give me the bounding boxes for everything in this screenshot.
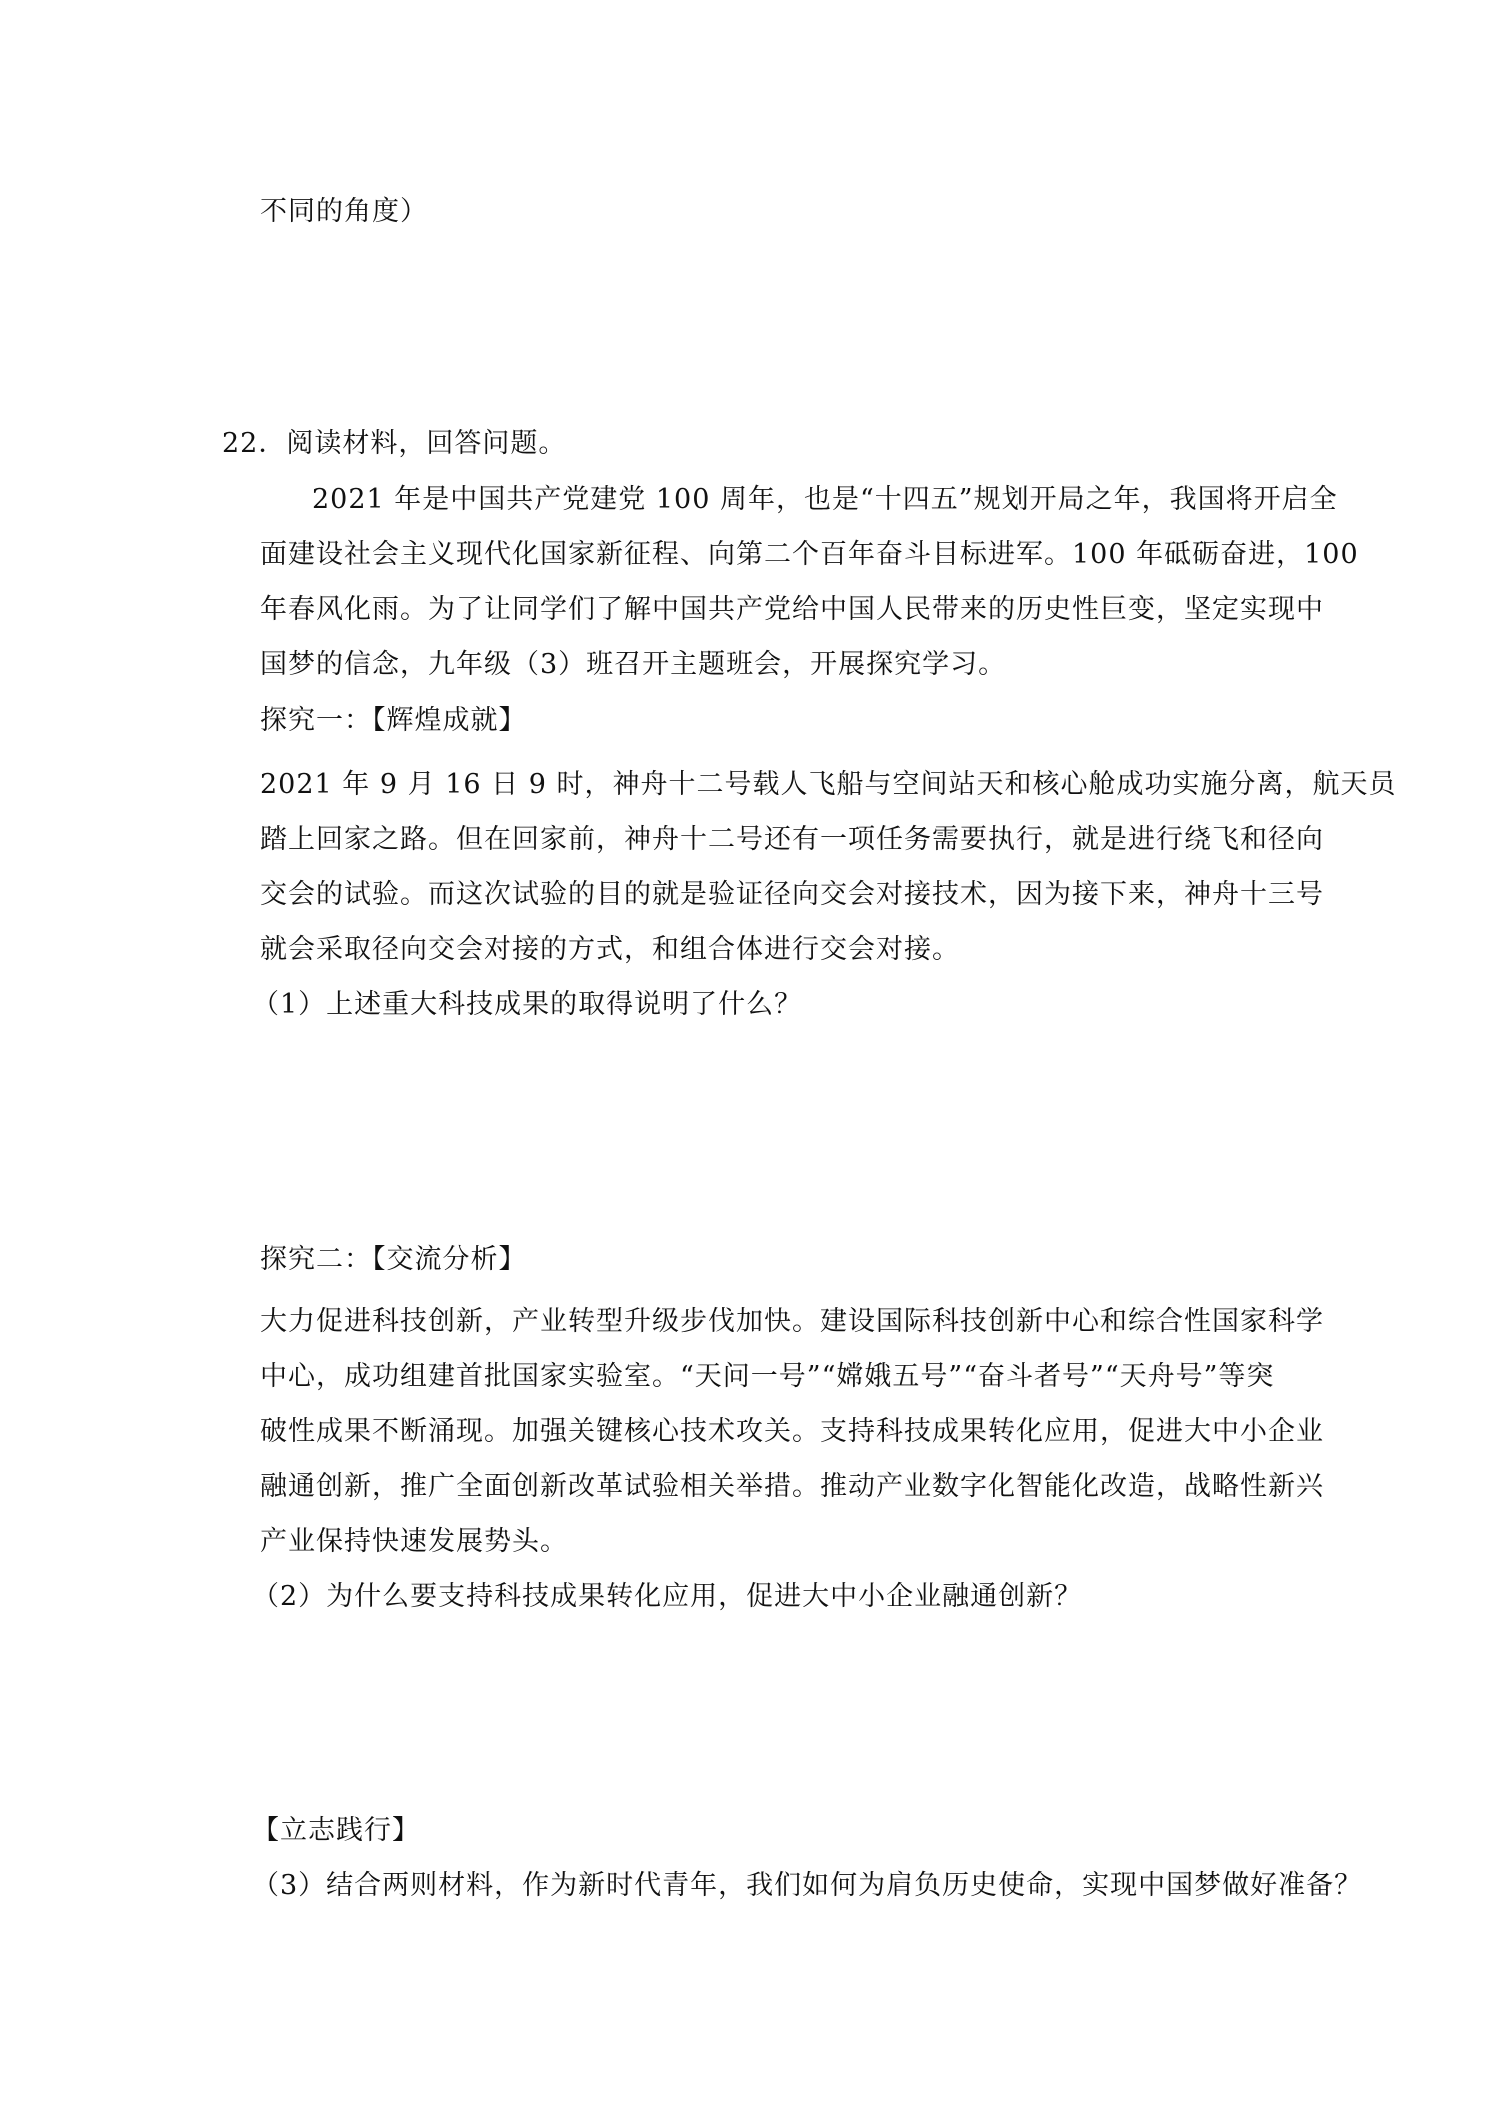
intro-line-2: 面建设社会主义现代化国家新征程、向第二个百年奋斗目标进军。100 年砥砺奋进，100	[260, 539, 1359, 570]
question-title: 22．阅读材料，回答问题。	[222, 428, 567, 459]
part2-material-line-2: 中心，成功组建首批国家实验室。“天问一号”“嫦娥五号”“奋斗者号”“天舟号”等突	[260, 1361, 1275, 1392]
part3-question: （3）结合两则材料，作为新时代青年，我们如何为肩负历史使命，实现中国梦做好准备？	[252, 1870, 1363, 1901]
intro-line-3: 年春风化雨。为了让同学们了解中国共产党给中国人民带来的历史性巨变，坚定实现中	[260, 594, 1324, 625]
previous-question-tail: 不同的角度）	[260, 196, 428, 227]
part1-heading: 探究一：【辉煌成就】	[260, 705, 527, 736]
intro-line-4: 国梦的信念，九年级（3）班召开主题班会，开展探究学习。	[260, 649, 1007, 680]
part1-material-line-4: 就会采取径向交会对接的方式，和组合体进行交会对接。	[260, 934, 960, 965]
part2-material-line-1: 大力促进科技创新，产业转型升级步伐加快。建设国际科技创新中心和综合性国家科学	[260, 1306, 1324, 1337]
part3-heading: 【立志践行】	[252, 1815, 420, 1846]
part1-material-line-1: 2021 年 9 月 16 日 9 时，神舟十二号载人飞船与空间站天和核心舱成功实施分离，航天员	[260, 769, 1397, 800]
part2-material-line-4: 融通创新，推广全面创新改革试验相关举措。推动产业数字化智能化改造，战略性新兴	[260, 1471, 1324, 1502]
part1-material-line-3: 交会的试验。而这次试验的目的就是验证径向交会对接技术，因为接下来，神舟十三号	[260, 879, 1324, 910]
part2-question: （2）为什么要支持科技成果转化应用，促进大中小企业融通创新？	[252, 1581, 1083, 1612]
part1-material-line-2: 踏上回家之路。但在回家前，神舟十二号还有一项任务需要执行，就是进行绕飞和径向	[260, 824, 1324, 855]
part2-heading: 探究二：【交流分析】	[260, 1244, 527, 1275]
part2-material-line-5: 产业保持快速发展势头。	[260, 1526, 568, 1557]
part1-question: （1）上述重大科技成果的取得说明了什么？	[252, 989, 803, 1020]
part2-material-line-3: 破性成果不断涌现。加强关键核心技术攻关。支持科技成果转化应用，促进大中小企业	[260, 1416, 1324, 1447]
intro-line-1: 2021 年是中国共产党建党 100 周年，也是“十四五”规划开局之年，我国将开启全	[312, 484, 1338, 515]
